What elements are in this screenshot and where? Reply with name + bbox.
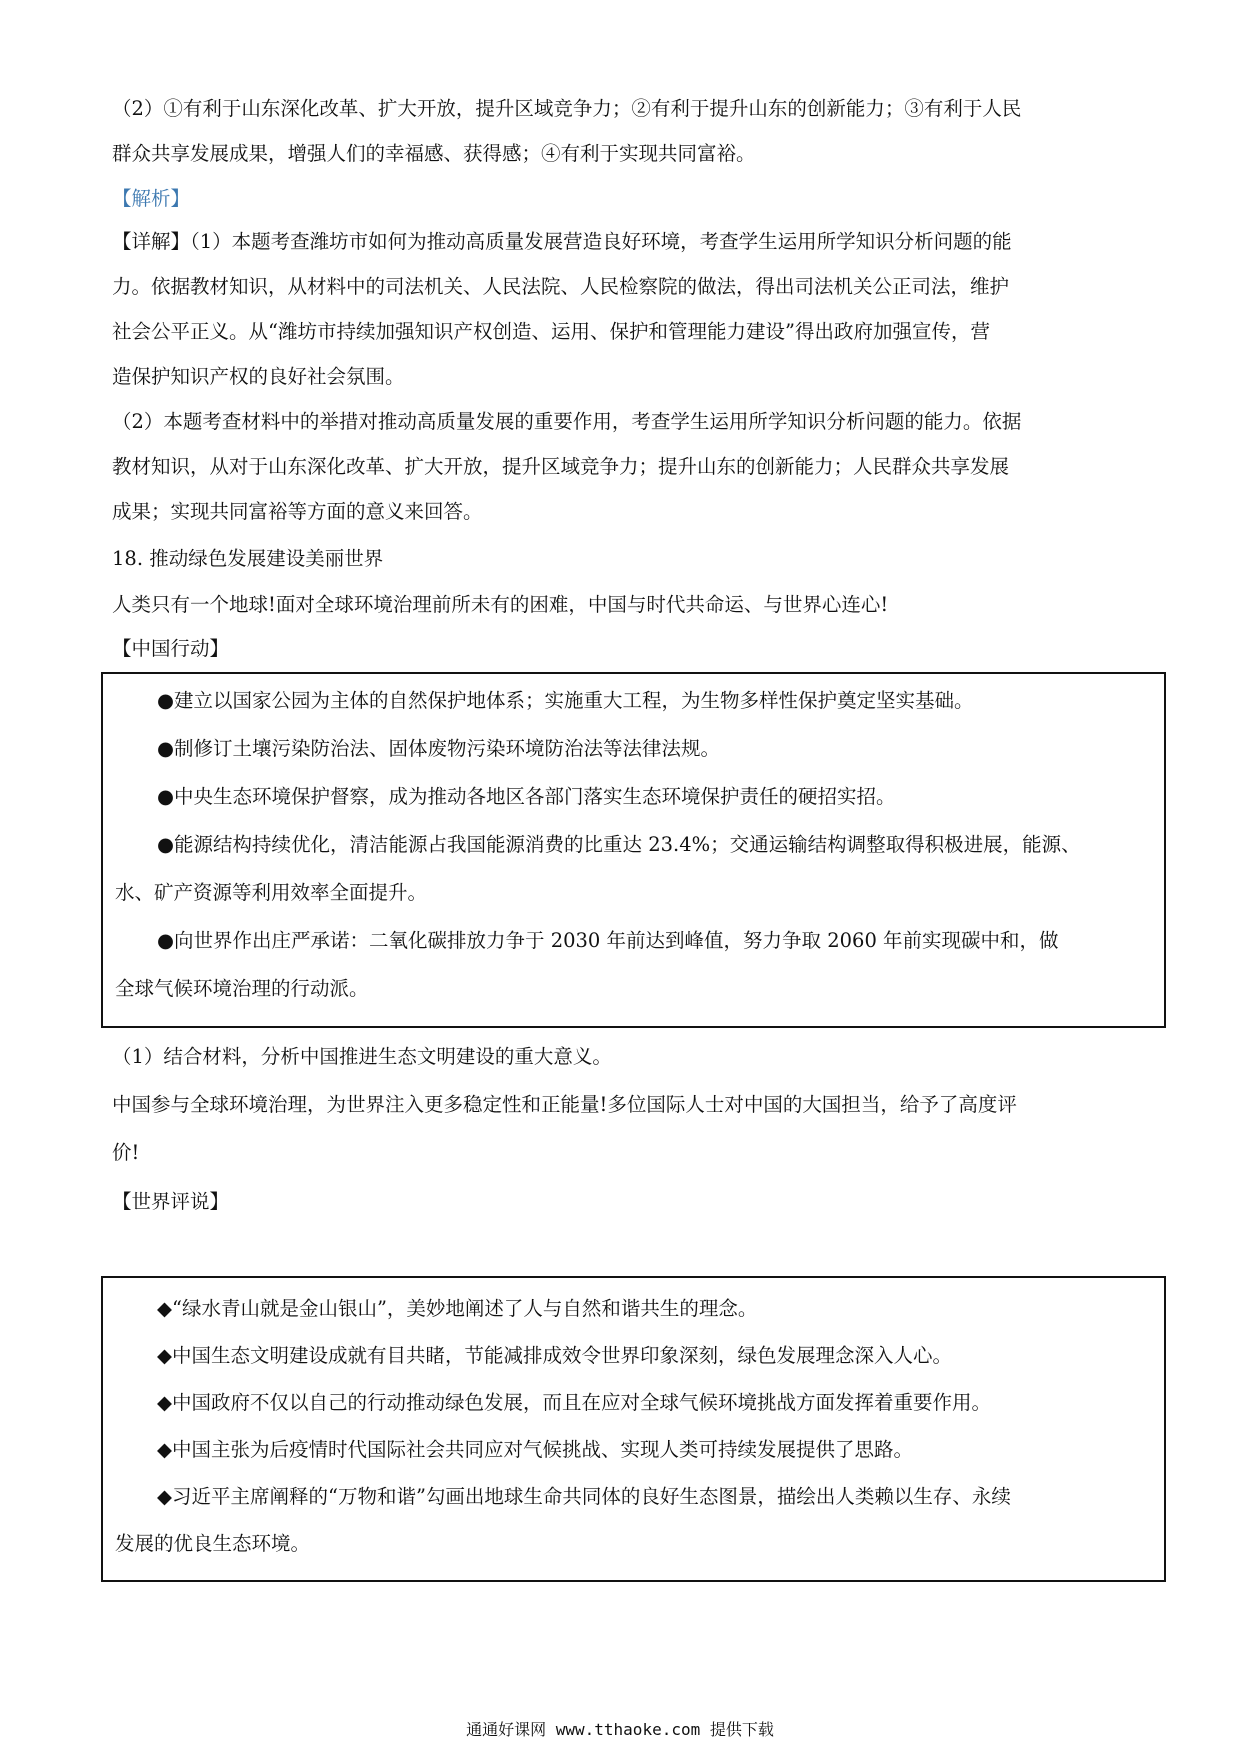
world-bullet: ◆中国生态文明建设成就有目共睹，节能减排成效令世界印象深刻，绿色发展理念深入人心。 <box>157 1344 952 1367</box>
china-bullet: ●能源结构持续优化，清洁能源占我国能源消费的比重达 23.4%；交通运输结构调整取得积极进展，能源、 <box>157 833 1081 856</box>
detail1-line: 【详解】（1）本题考查潍坊市如何为推动高质量发展营造良好环境，考查学生运用所学知识分析问题的能 <box>112 230 1012 253</box>
answer-part2-line1: （2）①有利于山东深化改革、扩大开放，提升区域竞争力；②有利于提升山东的创新能力；③有利于人民 <box>112 97 1022 120</box>
detail1-line: 社会公平正义。从“潍坊市持续加强知识产权创造、运用、保护和管理能力建设”得出政府加强宣传，营 <box>112 320 990 343</box>
page-footer: 通通好课网 www.tthaoke.com 提供下载 <box>466 1720 774 1739</box>
china-action-box <box>101 672 1166 1028</box>
china-bullet-cont: 全球气候环境治理的行动派。 <box>115 977 369 1000</box>
china-bullet: ●向世界作出庄严承诺：二氧化碳排放力争于 2030 年前达到峰值，努力争取 2060 年前实现碳中和，做 <box>157 929 1059 952</box>
world-comment-box <box>101 1276 1166 1582</box>
detail2-line: 成果；实现共同富裕等方面的意义来回答。 <box>112 500 483 523</box>
para2-line2: 价! <box>112 1141 140 1164</box>
detail2-line: 教材知识，从对于山东深化改革、扩大开放，提升区域竞争力；提升山东的创新能力；人民群众共享发展 <box>112 455 1010 478</box>
detail1-line: 造保护知识产权的良好社会氛围。 <box>112 365 405 388</box>
world-bullet: ◆“绿水青山就是金山银山”，美妙地阐述了人与自然和谐共生的理念。 <box>157 1297 758 1320</box>
world-bullet: ◆习近平主席阐释的“万物和谐”勾画出地球生命共同体的良好生态图景，描绘出人类赖以生存、永续 <box>157 1485 1011 1508</box>
question-title: 18. 推动绿色发展建设美丽世界 <box>112 547 384 570</box>
china-action-heading: 【中国行动】 <box>112 637 230 660</box>
sub-question-1: （1）结合材料，分析中国推进生态文明建设的重大意义。 <box>112 1045 612 1068</box>
world-bullet: ◆中国主张为后疫情时代国际社会共同应对气候挑战、实现人类可持续发展提供了思路。 <box>157 1438 913 1461</box>
detail2-line: （2）本题考查材料中的举措对推动高质量发展的重要作用，考查学生运用所学知识分析问题的能力。依据 <box>112 410 1022 433</box>
world-bullet-cont: 发展的优良生态环境。 <box>115 1532 311 1555</box>
china-bullet: ●中央生态环境保护督察，成为推动各地区各部门落实生态环境保护责任的硬招实招。 <box>157 785 896 808</box>
china-bullet: ●建立以国家公园为主体的自然保护地体系；实施重大工程，为生物多样性保护奠定坚实基础。 <box>157 689 974 712</box>
answer-part2-line2: 群众共享发展成果，增强人们的幸福感、获得感；④有利于实现共同富裕。 <box>112 142 756 165</box>
detail1-line: 力。依据教材知识，从材料中的司法机关、人民法院、人民检察院的做法，得出司法机关公正司法，维护 <box>112 275 1010 298</box>
analysis-heading: 【解析】 <box>112 187 191 210</box>
world-comment-heading: 【世界评说】 <box>112 1190 230 1213</box>
china-bullet: ●制修订土壤污染防治法、固体废物污染环境防治法等法律法规。 <box>157 737 721 760</box>
question-intro: 人类只有一个地球!面对全球环境治理前所未有的困难，中国与时代共命运、与世界心连心! <box>112 593 889 616</box>
para2-line1: 中国参与全球环境治理，为世界注入更多稳定性和正能量!多位国际人士对中国的大国担当，给予了高度评 <box>112 1093 1017 1116</box>
china-bullet-cont: 水、矿产资源等利用效率全面提升。 <box>115 881 428 904</box>
world-bullet: ◆中国政府不仅以自己的行动推动绿色发展，而且在应对全球气候环境挑战方面发挥着重要作用。 <box>157 1391 991 1414</box>
